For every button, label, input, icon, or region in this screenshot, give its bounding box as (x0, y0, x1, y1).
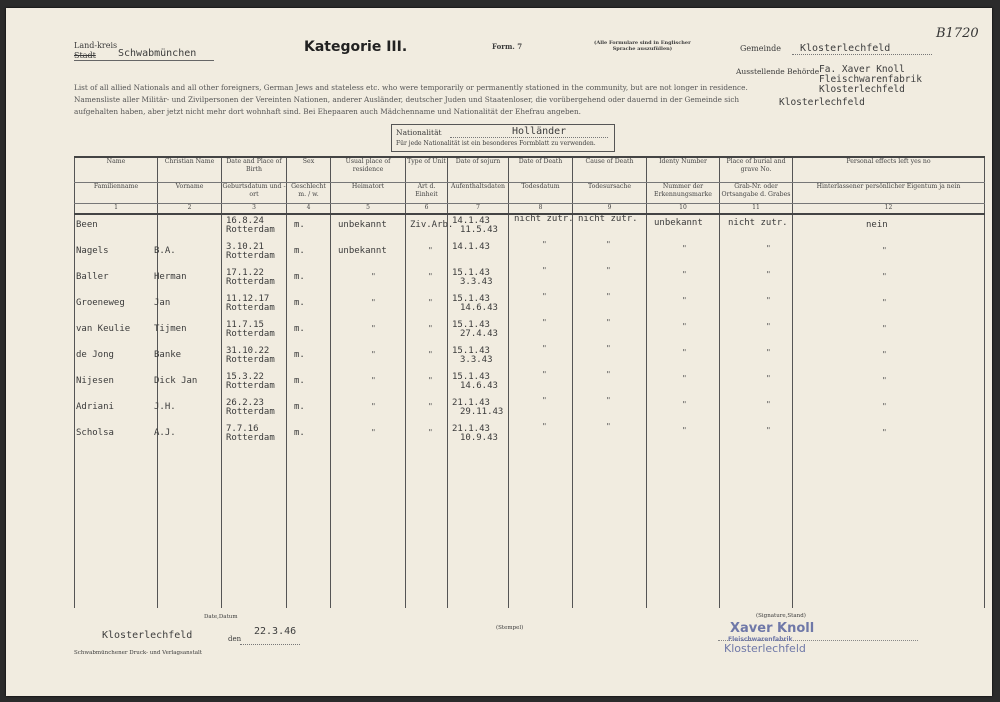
col-header-en: Type of Unit (406, 157, 448, 183)
form-number: Form. 7 (492, 42, 523, 51)
kategorie-title: Kategorie III. (304, 39, 408, 55)
nationality-label: Nationalität (396, 128, 442, 137)
cell-vorname: Herman (154, 272, 187, 282)
cell-sojourn-from: 14.1.43 (452, 242, 490, 252)
cell-vorname: Banke (154, 350, 182, 360)
cell-death-cause: " (606, 292, 611, 301)
cell-death-cause: " (606, 344, 611, 353)
cell-death-cause: " (606, 422, 611, 431)
cell-sojourn-from: 14.1.43 (452, 216, 490, 226)
gemeinde-label: Gemeinde (740, 44, 782, 53)
body-row (75, 214, 985, 608)
cell-personal-effects: " (882, 402, 887, 411)
header-row-numbers (75, 204, 985, 215)
col-number: 2 (158, 204, 222, 215)
cell-unit: " (428, 298, 433, 307)
cell-unit: " (428, 324, 433, 333)
col-header-de: Geschlecht m. / w. (287, 183, 331, 204)
cell-residence: " (371, 298, 376, 307)
cell-residence: unbekannt (338, 220, 387, 230)
col-header-de: Nummer der Erkennungsmarke (647, 183, 720, 204)
reference-number: B1720 (936, 26, 979, 41)
cell-name: Scholsa (76, 428, 114, 438)
cell-residence: " (371, 376, 376, 385)
col-header-de: Vorname (158, 183, 222, 204)
cell-death-date: " (542, 292, 547, 301)
col-header-en: Date of Death (509, 157, 573, 183)
cell-ident-number: unbekannt (654, 218, 703, 228)
cell-personal-effects: " (882, 428, 887, 437)
date-underline (240, 644, 300, 645)
cell-sojourn-to: 11.5.43 (460, 225, 498, 235)
cell-birth-date: 31.10.22 (226, 346, 270, 356)
cell-sojourn-to: 14.6.43 (460, 303, 498, 313)
col-number: 9 (573, 204, 647, 215)
col-header-en: Identy Number (647, 157, 720, 183)
footer-place: Klosterlechfeld (102, 630, 193, 641)
cell-residence: " (371, 402, 376, 411)
col-number: 6 (406, 204, 448, 215)
cell-burial-place: " (766, 348, 771, 357)
intro-german: Namensliste aller Militär- und Zivilpersonen der Vereinten Nationen, anderer Ausländer, deutscher Juden und Staatenloser, die vorübergehend oder dauernd in der Gemeinde sich aufgehalten haben, aber jetzt nicht mehr dort wohnhaft sind. Bei Ehepaaren auch Mädchenname und Nationalität der Ehefrau angeben. (74, 95, 740, 116)
intro-text (74, 82, 774, 118)
cell-personal-effects: " (882, 350, 887, 359)
cell-unit: Ziv.Arb. (410, 220, 454, 230)
signature-label: (Signature,Stand) (756, 613, 806, 619)
cell-birth-place: Rotterdam (226, 407, 275, 417)
cell-birth-date: 11.7.15 (226, 320, 264, 330)
cell-birth-date: 16.8.24 (226, 216, 264, 226)
cell-unit: " (428, 272, 433, 281)
cell-personal-effects: " (882, 272, 887, 281)
col-number: 12 (793, 204, 985, 215)
col-number: 10 (647, 204, 720, 215)
cell-ident-number: " (682, 426, 687, 435)
printer-imprint: Schwabmünchener Druck- und Verlagsanstalt (74, 650, 202, 656)
col-header-de: Art d. Einheit (406, 183, 448, 204)
col-header-en: Sex (287, 157, 331, 183)
col-number: 8 (509, 204, 573, 215)
cell-sojourn-to: 3.3.43 (460, 277, 493, 287)
cell-death-cause: " (606, 240, 611, 249)
cell-sojourn-from: 15.1.43 (452, 268, 490, 278)
cell-death-cause: " (606, 396, 611, 405)
cell-sex: m. (294, 298, 305, 308)
cell-death-date: " (542, 396, 547, 405)
cell-sojourn-from: 15.1.43 (452, 294, 490, 304)
cell-burial-place: " (766, 296, 771, 305)
col-header-en: Name (75, 157, 158, 183)
cell-death-cause: " (606, 370, 611, 379)
cell-vorname: Dick Jan (154, 376, 198, 386)
col-number: 1 (75, 204, 158, 215)
cell-residence: " (371, 350, 376, 359)
col-number: 3 (222, 204, 287, 215)
col-number: 5 (331, 204, 406, 215)
cell-sojourn-from: 15.1.43 (452, 372, 490, 382)
cell-name: Nijesen (76, 376, 114, 386)
cell-sex: m. (294, 272, 305, 282)
col-number: 7 (448, 204, 509, 215)
cell-birth-date: 11.12.17 (226, 294, 270, 304)
cell-birth-place: Rotterdam (226, 277, 275, 287)
cell-vorname: A.J. (154, 428, 176, 438)
footer-den: den (228, 635, 242, 643)
cell-sojourn-to: 14.6.43 (460, 381, 498, 391)
cell-burial-place: " (766, 374, 771, 383)
cell-burial-place: nicht zutr. (728, 218, 788, 228)
cell-birth-date: 3.10.21 (226, 242, 264, 252)
cell-sojourn-to: 3.3.43 (460, 355, 493, 365)
intro-english: List of all allied Nationals and all other foreigners, German Jews and stateless etc. who were temporarily or permanently stationed in the community, but are not longer in residence. (74, 83, 748, 92)
gemeinde-value: Klosterlechfeld (800, 43, 891, 54)
cell-residence: " (371, 324, 376, 333)
cell-unit: " (428, 402, 433, 411)
cell-sojourn-to: 27.4.43 (460, 329, 498, 339)
cell-sex: m. (294, 220, 305, 230)
col-header-de: Grab-Nr. oder Ortsangabe d. Grabes (720, 183, 793, 204)
col-header-en: Usual place of residence (331, 157, 406, 183)
cell-unit: " (428, 428, 433, 437)
cell-death-date: nicht zutr. (514, 214, 574, 224)
date-label: Date,Datum (204, 614, 238, 620)
col-header-de: Hinterlassener persönlicher Eigentum ja nein (793, 183, 985, 204)
cell-unit: " (428, 350, 433, 359)
cell-residence: " (371, 272, 376, 281)
cell-death-date: " (542, 266, 547, 275)
cell-ident-number: " (682, 270, 687, 279)
col-header-de: Geburtsdatum und -ort (222, 183, 287, 204)
nationality-note: Für jede Nationalität ist ein besonderes Formblatt zu verwenden. (396, 140, 596, 147)
cell-vorname: Jan (154, 298, 171, 308)
col-header-en: Date and Place of Birth (222, 157, 287, 183)
cell-ident-number: " (682, 400, 687, 409)
cell-birth-date: 15.3.22 (226, 372, 264, 382)
cell-sojourn-from: 21.1.43 (452, 398, 490, 408)
col-header-en: Christian Name (158, 157, 222, 183)
form-note: (Alle Formulare sind in Englischer Sprache auszufüllen) (594, 40, 691, 52)
cell-name: Nagels (76, 246, 109, 256)
cell-sex: m. (294, 246, 305, 256)
cell-personal-effects: nein (866, 220, 888, 230)
cell-sex: m. (294, 402, 305, 412)
cell-birth-date: 7.7.16 (226, 424, 259, 434)
cell-death-cause: nicht zutr. (578, 214, 638, 224)
company-stamp-name: Xaver Knoll (730, 621, 815, 636)
cell-birth-place: Rotterdam (226, 433, 275, 443)
landkreis-value: Schwabmünchen (118, 48, 197, 59)
cell-sex: m. (294, 324, 305, 334)
stadt-label: Stadt (74, 51, 96, 60)
col-header-en: Personal effects left yes no (793, 157, 985, 183)
cell-death-date: " (542, 344, 547, 353)
cell-sojourn-to: 10.9.43 (460, 433, 498, 443)
col-header-de: Todesursache (573, 183, 647, 204)
cell-name: Adriani (76, 402, 114, 412)
footer-date: 22.3.46 (254, 626, 297, 637)
behoerde-value: Fa. Xaver Knoll Fleischwarenfabrik Klosterlechfeld (819, 64, 922, 95)
header-row-english (75, 157, 985, 183)
cell-ident-number: " (682, 374, 687, 383)
col-header-de: Aufenthaltsdaten (448, 183, 509, 204)
cell-ident-number: " (682, 296, 687, 305)
col-header-de: Todesdatum (509, 183, 573, 204)
cell-birth-place: Rotterdam (226, 303, 275, 313)
cell-ident-number: " (682, 322, 687, 331)
cell-birth-place: Rotterdam (226, 355, 275, 365)
cell-personal-effects: " (882, 324, 887, 333)
cell-personal-effects: " (882, 298, 887, 307)
cell-unit: " (428, 246, 433, 255)
cell-vorname: Tijmen (154, 324, 187, 334)
cell-death-date: " (542, 422, 547, 431)
cell-name: Groeneweg (76, 298, 125, 308)
gemeinde-underline (792, 54, 932, 55)
stempel-label: (Stempel) (496, 625, 524, 631)
cell-sojourn-from: 15.1.43 (452, 346, 490, 356)
company-stamp-line: Fleischwarenfabrik (728, 636, 793, 643)
cell-birth-place: Rotterdam (226, 251, 275, 261)
col-header-de: Familienname (75, 183, 158, 204)
cell-birth-date: 17.1.22 (226, 268, 264, 278)
cell-sojourn-from: 21.1.43 (452, 424, 490, 434)
cell-ident-number: " (682, 244, 687, 253)
cell-birth-date: 26.2.23 (226, 398, 264, 408)
cell-death-cause: " (606, 266, 611, 275)
cell-ident-number: " (682, 348, 687, 357)
col-header-de: Heimatort (331, 183, 406, 204)
document-sheet (6, 8, 992, 696)
cell-death-date: " (542, 240, 547, 249)
landkreis-label: Land-kreis (74, 41, 118, 50)
behoerde-place: Klosterlechfeld (779, 97, 865, 108)
cell-burial-place: " (766, 270, 771, 279)
cell-personal-effects: " (882, 246, 887, 255)
col-number: 11 (720, 204, 793, 215)
cell-name: van Keulie (76, 324, 131, 334)
cell-residence: " (371, 428, 376, 437)
cell-birth-place: Rotterdam (226, 329, 275, 339)
cell-sojourn-to: 29.11.43 (460, 407, 504, 417)
cell-vorname: B.A. (154, 246, 176, 256)
cell-vorname: J.H. (154, 402, 176, 412)
cell-name: Been (76, 220, 98, 230)
header-row-german (75, 183, 985, 204)
cell-burial-place: " (766, 426, 771, 435)
landkreis-underline (74, 60, 214, 61)
cell-birth-place: Rotterdam (226, 381, 275, 391)
nationality-value: Holländer (512, 126, 567, 137)
col-header-en: Cause of Death (573, 157, 647, 183)
cell-sex: m. (294, 428, 305, 438)
nationality-box (391, 124, 615, 152)
col-number: 4 (287, 204, 331, 215)
cell-personal-effects: " (882, 376, 887, 385)
cell-name: Baller (76, 272, 109, 282)
cell-burial-place: " (766, 400, 771, 409)
col-header-en: Place of burial and grave No. (720, 157, 793, 183)
cell-burial-place: " (766, 244, 771, 253)
behoerde-label: Ausstellende Behörde (736, 67, 820, 76)
cell-sojourn-from: 15.1.43 (452, 320, 490, 330)
cell-death-cause: " (606, 318, 611, 327)
col-header-en: Date of sojurn (448, 157, 509, 183)
cell-sex: m. (294, 376, 305, 386)
cell-burial-place: " (766, 322, 771, 331)
company-stamp-place: Klosterlechfeld (724, 642, 806, 655)
cell-sex: m. (294, 350, 305, 360)
nationality-underline (450, 137, 608, 138)
cell-death-date: " (542, 318, 547, 327)
cell-residence: unbekannt (338, 246, 387, 256)
cell-death-date: " (542, 370, 547, 379)
cell-name: de Jong (76, 350, 114, 360)
cell-unit: " (428, 376, 433, 385)
cell-birth-place: Rotterdam (226, 225, 275, 235)
